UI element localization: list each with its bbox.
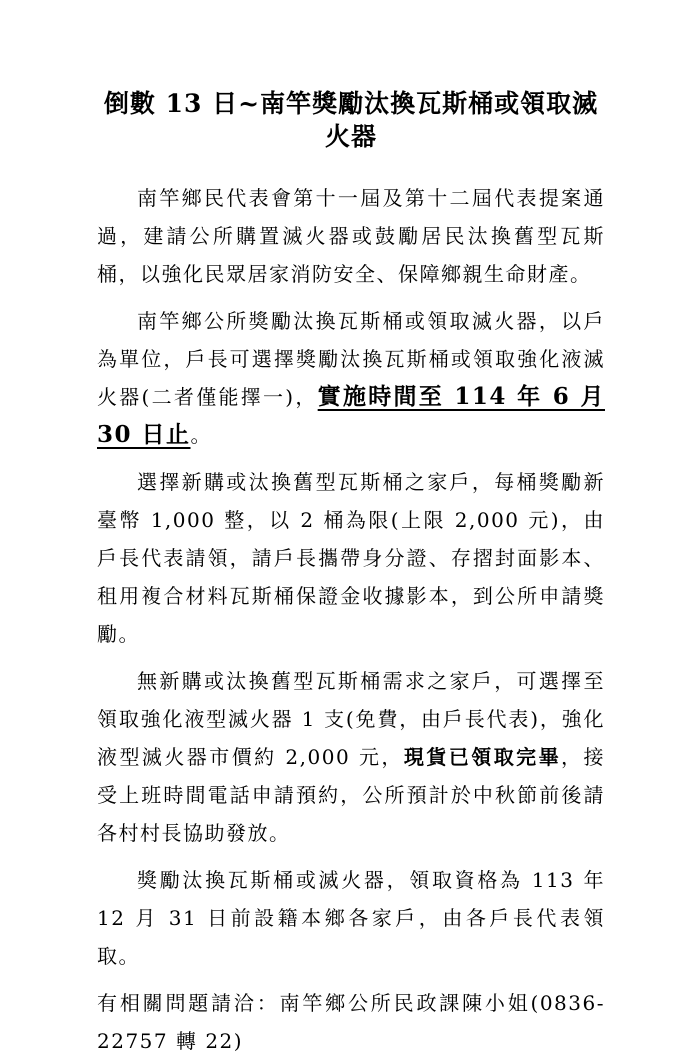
text-run: ，接受上班時間電話申請預約，公所預計於中秋節前後請各村村長協助發放。 [97,745,605,845]
text-run: 選擇新購或汰換舊型瓦斯桶之家戶，每桶獎勵新臺幣 1,000 整，以 2 桶為限(上限 2,000 元)，由戶長代表請領，請戶長攜帶身分證、存摺封面影本、租用複合材料瓦斯桶保證金收據影本，到公所申請獎勵。 [97,470,605,646]
paragraph-cylinder-reward [97,463,605,653]
text-run: 南竿鄉公所獎勵汰換瓦斯桶或領取滅火器，以戶為單位，戶長可選擇獎勵汰換瓦斯桶或領取強化液滅火器(二者僅能擇一)， [97,309,605,409]
deadline-highlight: 實施時間至 114 年 6 月 30 日止 [97,383,605,448]
text-run: 獎勵汰換瓦斯桶或滅火器，領取資格為 113 年 12 月 31 日前設籍本鄉各家戶，由各戶長代表領取。 [97,868,605,968]
stock-status-highlight: 現貨已領取完畢 [403,745,562,769]
paragraph-extinguisher-option [97,662,605,852]
paragraph-contact-info [97,984,605,1060]
text-run: 南竿鄉民代表會第十一屆及第十二屆代表提案通過，建請公所購置滅火器或鼓勵居民汰換舊型瓦斯桶，以強化民眾居家消防安全、保障鄉親生命財產。 [97,186,605,286]
text-run: 無新購或汰換舊型瓦斯桶需求之家戶，可選擇至領取強化液型滅火器 1 支(免費，由戶長代表)，強化液型滅火器市價約 2,000 元， [97,669,605,769]
text-run: 。 [190,423,213,447]
paragraph-incentive-choice [97,302,605,454]
paragraph-eligibility [97,861,605,975]
document-title: 倒數 13 日~南竿獎勵汰換瓦斯桶或領取滅火器 [103,89,599,151]
text-run: 有相關問題請洽：南竿鄉公所民政課陳小姐(0836-22757 轉 22) [97,991,605,1053]
paragraph-proposal [97,179,605,293]
